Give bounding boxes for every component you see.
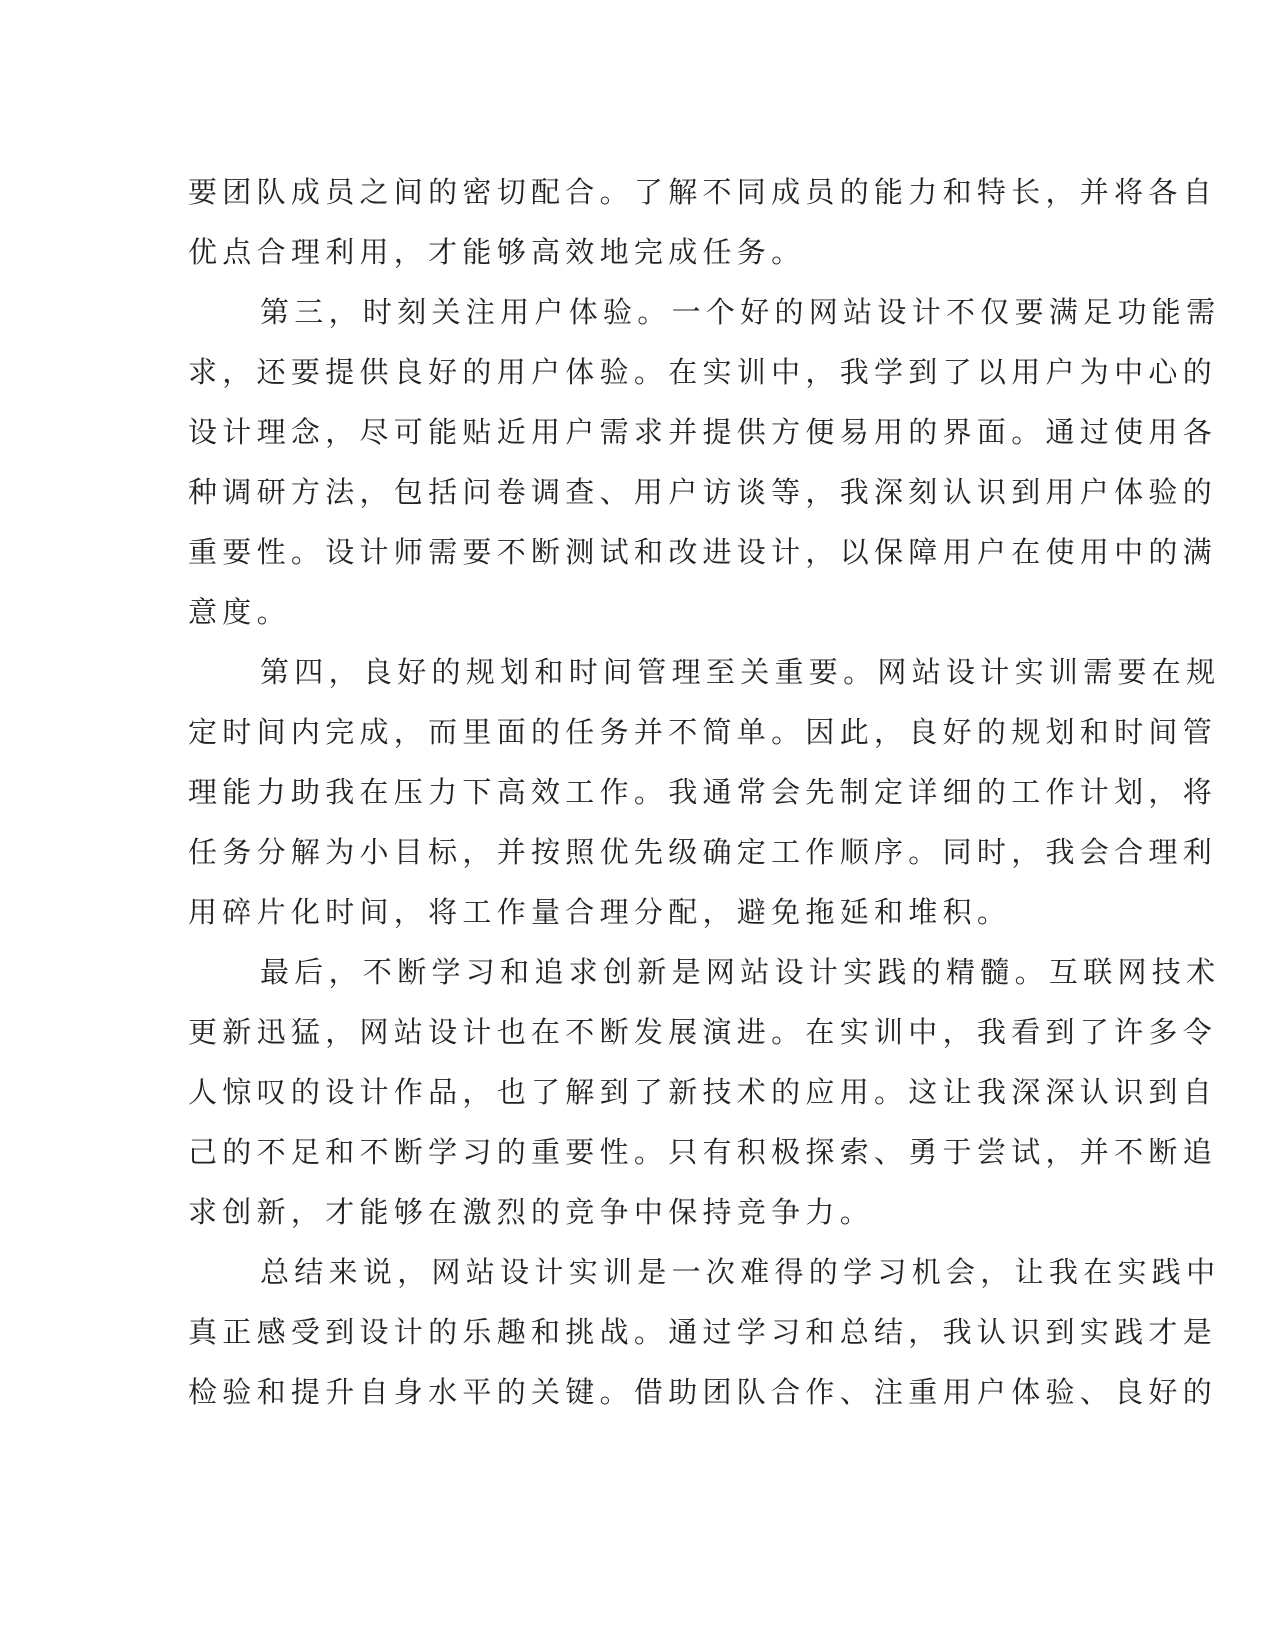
paragraph-start-line: 第四，良好的规划和时间管理至关重要。网站设计实训需要在规	[260, 655, 1221, 689]
text-line: 更新迅猛，网站设计也在不断发展演进。在实训中，我看到了许多令	[188, 1015, 1218, 1049]
text-line: 要团队成员之间的密切配合。了解不同成员的能力和特长，并将各自	[188, 175, 1218, 209]
document-body	[188, 162, 1221, 1422]
text-line: 理能力助我在压力下高效工作。我通常会先制定详细的工作计划，将	[188, 775, 1218, 809]
text-line: 任务分解为小目标，并按照优先级确定工作顺序。同时，我会合理利	[188, 835, 1218, 869]
text-line: 求，还要提供良好的用户体验。在实训中，我学到了以用户为中心的	[188, 355, 1218, 389]
text-line: 优点合理利用，才能够高效地完成任务。	[188, 235, 806, 269]
text-line: 定时间内完成，而里面的任务并不简单。因此，良好的规划和时间管	[188, 715, 1218, 749]
text-line: 设计理念，尽可能贴近用户需求并提供方便易用的界面。通过使用各	[188, 415, 1218, 449]
text-line: 真正感受到设计的乐趣和挑战。通过学习和总结，我认识到实践才是	[188, 1315, 1218, 1349]
paragraph-start-line: 最后，不断学习和追求创新是网站设计实践的精髓。互联网技术	[260, 955, 1221, 989]
text-line: 求创新，才能够在激烈的竞争中保持竞争力。	[188, 1195, 875, 1229]
text-line: 意度。	[188, 595, 291, 629]
paragraph-start-line: 第三，时刻关注用户体验。一个好的网站设计不仅要满足功能需	[260, 295, 1221, 329]
paragraph-start-line: 总结来说，网站设计实训是一次难得的学习机会，让我在实践中	[260, 1255, 1221, 1289]
text-line: 己的不足和不断学习的重要性。只有积极探索、勇于尝试，并不断追	[188, 1135, 1218, 1169]
text-line: 人惊叹的设计作品，也了解到了新技术的应用。这让我深深认识到自	[188, 1075, 1218, 1109]
text-line: 重要性。设计师需要不断测试和改进设计，以保障用户在使用中的满	[188, 535, 1218, 569]
text-line: 种调研方法，包括问卷调查、用户访谈等，我深刻认识到用户体验的	[188, 475, 1218, 509]
text-line: 检验和提升自身水平的关键。借助团队合作、注重用户体验、良好的	[188, 1375, 1218, 1409]
text-line: 用碎片化时间，将工作量合理分配，避免拖延和堆积。	[188, 895, 1012, 929]
